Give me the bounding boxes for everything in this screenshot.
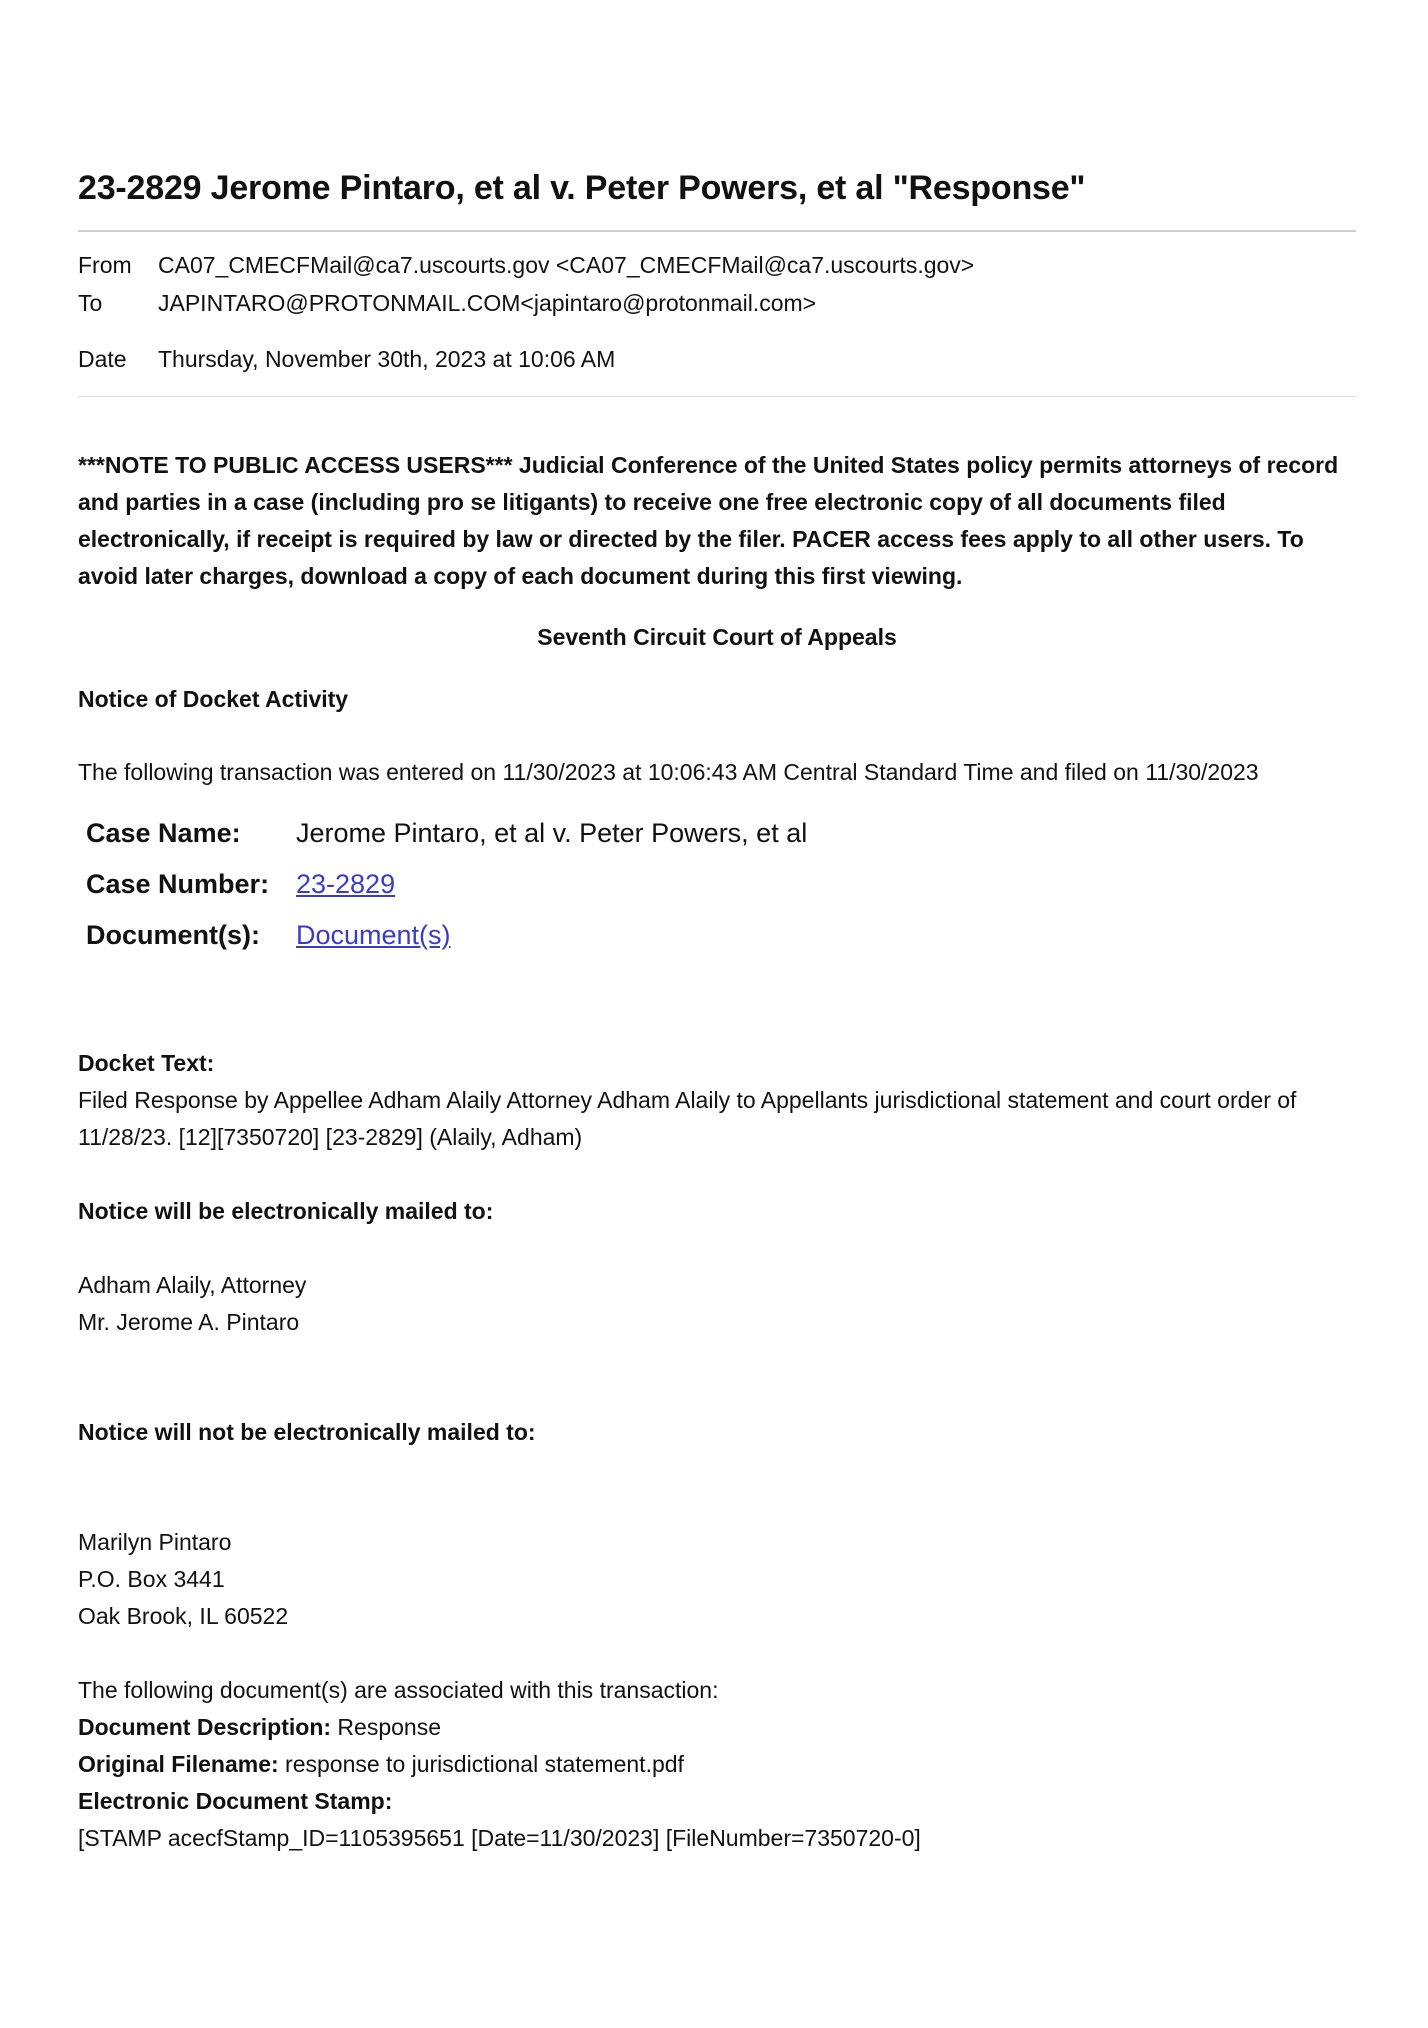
notice-title: Notice of Docket Activity — [78, 686, 349, 712]
documents-label: Document(s): — [86, 920, 260, 950]
case-name-row — [86, 808, 1356, 859]
documents-link[interactable]: Document(s) — [296, 920, 451, 950]
original-filename-row — [78, 1746, 1356, 1783]
stamp-row — [78, 1783, 1356, 1820]
recipient: Adham Alaily, Attorney — [78, 1272, 307, 1298]
from-address[interactable]: CA07_CMECFMail@ca7.uscourts.gov <CA07_CMECFMail@ca7.uscourts.gov> — [158, 252, 975, 278]
case-number-row — [86, 859, 1356, 910]
associated-intro: The following document(s) are associated with this transaction: — [78, 1677, 719, 1703]
from-label: From — [78, 252, 132, 278]
case-number-link[interactable]: 23-2829 — [296, 869, 396, 899]
mailed-recipients — [78, 1267, 1356, 1341]
email-subject: 23-2829 Jerome Pintaro, et al v. Peter Powers, et al "Response" — [78, 169, 1086, 207]
address-line: P.O. Box 3441 — [78, 1566, 225, 1592]
case-name-value: Jerome Pintaro, et al v. Peter Powers, et al — [296, 818, 808, 848]
date-row — [78, 342, 1356, 392]
doc-description-value: Response — [337, 1714, 441, 1740]
to-address[interactable]: JAPINTARO@PROTONMAIL.COM<japintaro@protonmail.com> — [158, 290, 817, 316]
subject-divider — [78, 230, 1356, 232]
associated-documents — [78, 1672, 1356, 1857]
email-header — [78, 246, 1356, 392]
stamp-value: [STAMP acecfStamp_ID=1105395651 [Date=11/30/2023] [FileNumber=7350720-0] — [78, 1825, 921, 1851]
original-filename-value: response to jurisdictional statement.pdf — [285, 1751, 684, 1777]
docket-text-label: Docket Text: — [78, 1050, 215, 1076]
not-mailed-address — [78, 1524, 1356, 1635]
to-row — [78, 284, 1356, 342]
doc-description-row — [78, 1709, 1356, 1746]
date-label: Date — [78, 346, 127, 372]
doc-description-label: Document Description: — [78, 1714, 332, 1740]
address-line: Oak Brook, IL 60522 — [78, 1603, 289, 1629]
case-info-table — [86, 808, 1356, 961]
docket-text: Filed Response by Appellee Adham Alaily Attorney Adham Alaily to Appellants jurisdictional statement and court order of 11/28/23. [12][7350720] [23-2829] (Alaily, Adham) — [78, 1087, 1297, 1150]
case-name-label: Case Name: — [86, 818, 241, 848]
transaction-text: The following transaction was entered on 11/30/2023 at 10:06:43 AM Central Standard Time and filed on 11/30/2023 — [78, 759, 1259, 785]
public-access-notice: ***NOTE TO PUBLIC ACCESS USERS*** Judicial Conference of the United States policy permits attorneys of record and parties in a case (including pro se litigants) to receive one free electronic copy of all documents filed electronically, if receipt is required by law or directed by the filer. PACER access fees apply to all other users. To avoid later charges, download a copy of each document during this first viewing. — [78, 452, 1339, 589]
from-row — [78, 246, 1356, 284]
email-document — [78, 168, 1356, 1857]
case-number-label: Case Number: — [86, 869, 270, 899]
recipient: Mr. Jerome A. Pintaro — [78, 1309, 300, 1335]
not-mailed-title: Notice will not be electronically mailed to: — [78, 1419, 536, 1445]
original-filename-label: Original Filename: — [78, 1751, 279, 1777]
documents-row — [86, 910, 1356, 961]
court-name: Seventh Circuit Court of Appeals — [537, 624, 897, 650]
stamp-label: Electronic Document Stamp: — [78, 1788, 393, 1814]
mailed-to-title: Notice will be electronically mailed to: — [78, 1198, 494, 1224]
address-line: Marilyn Pintaro — [78, 1529, 232, 1555]
to-label: To — [78, 290, 103, 316]
header-divider — [78, 396, 1356, 397]
date-value: Thursday, November 30th, 2023 at 10:06 AM — [158, 346, 616, 372]
